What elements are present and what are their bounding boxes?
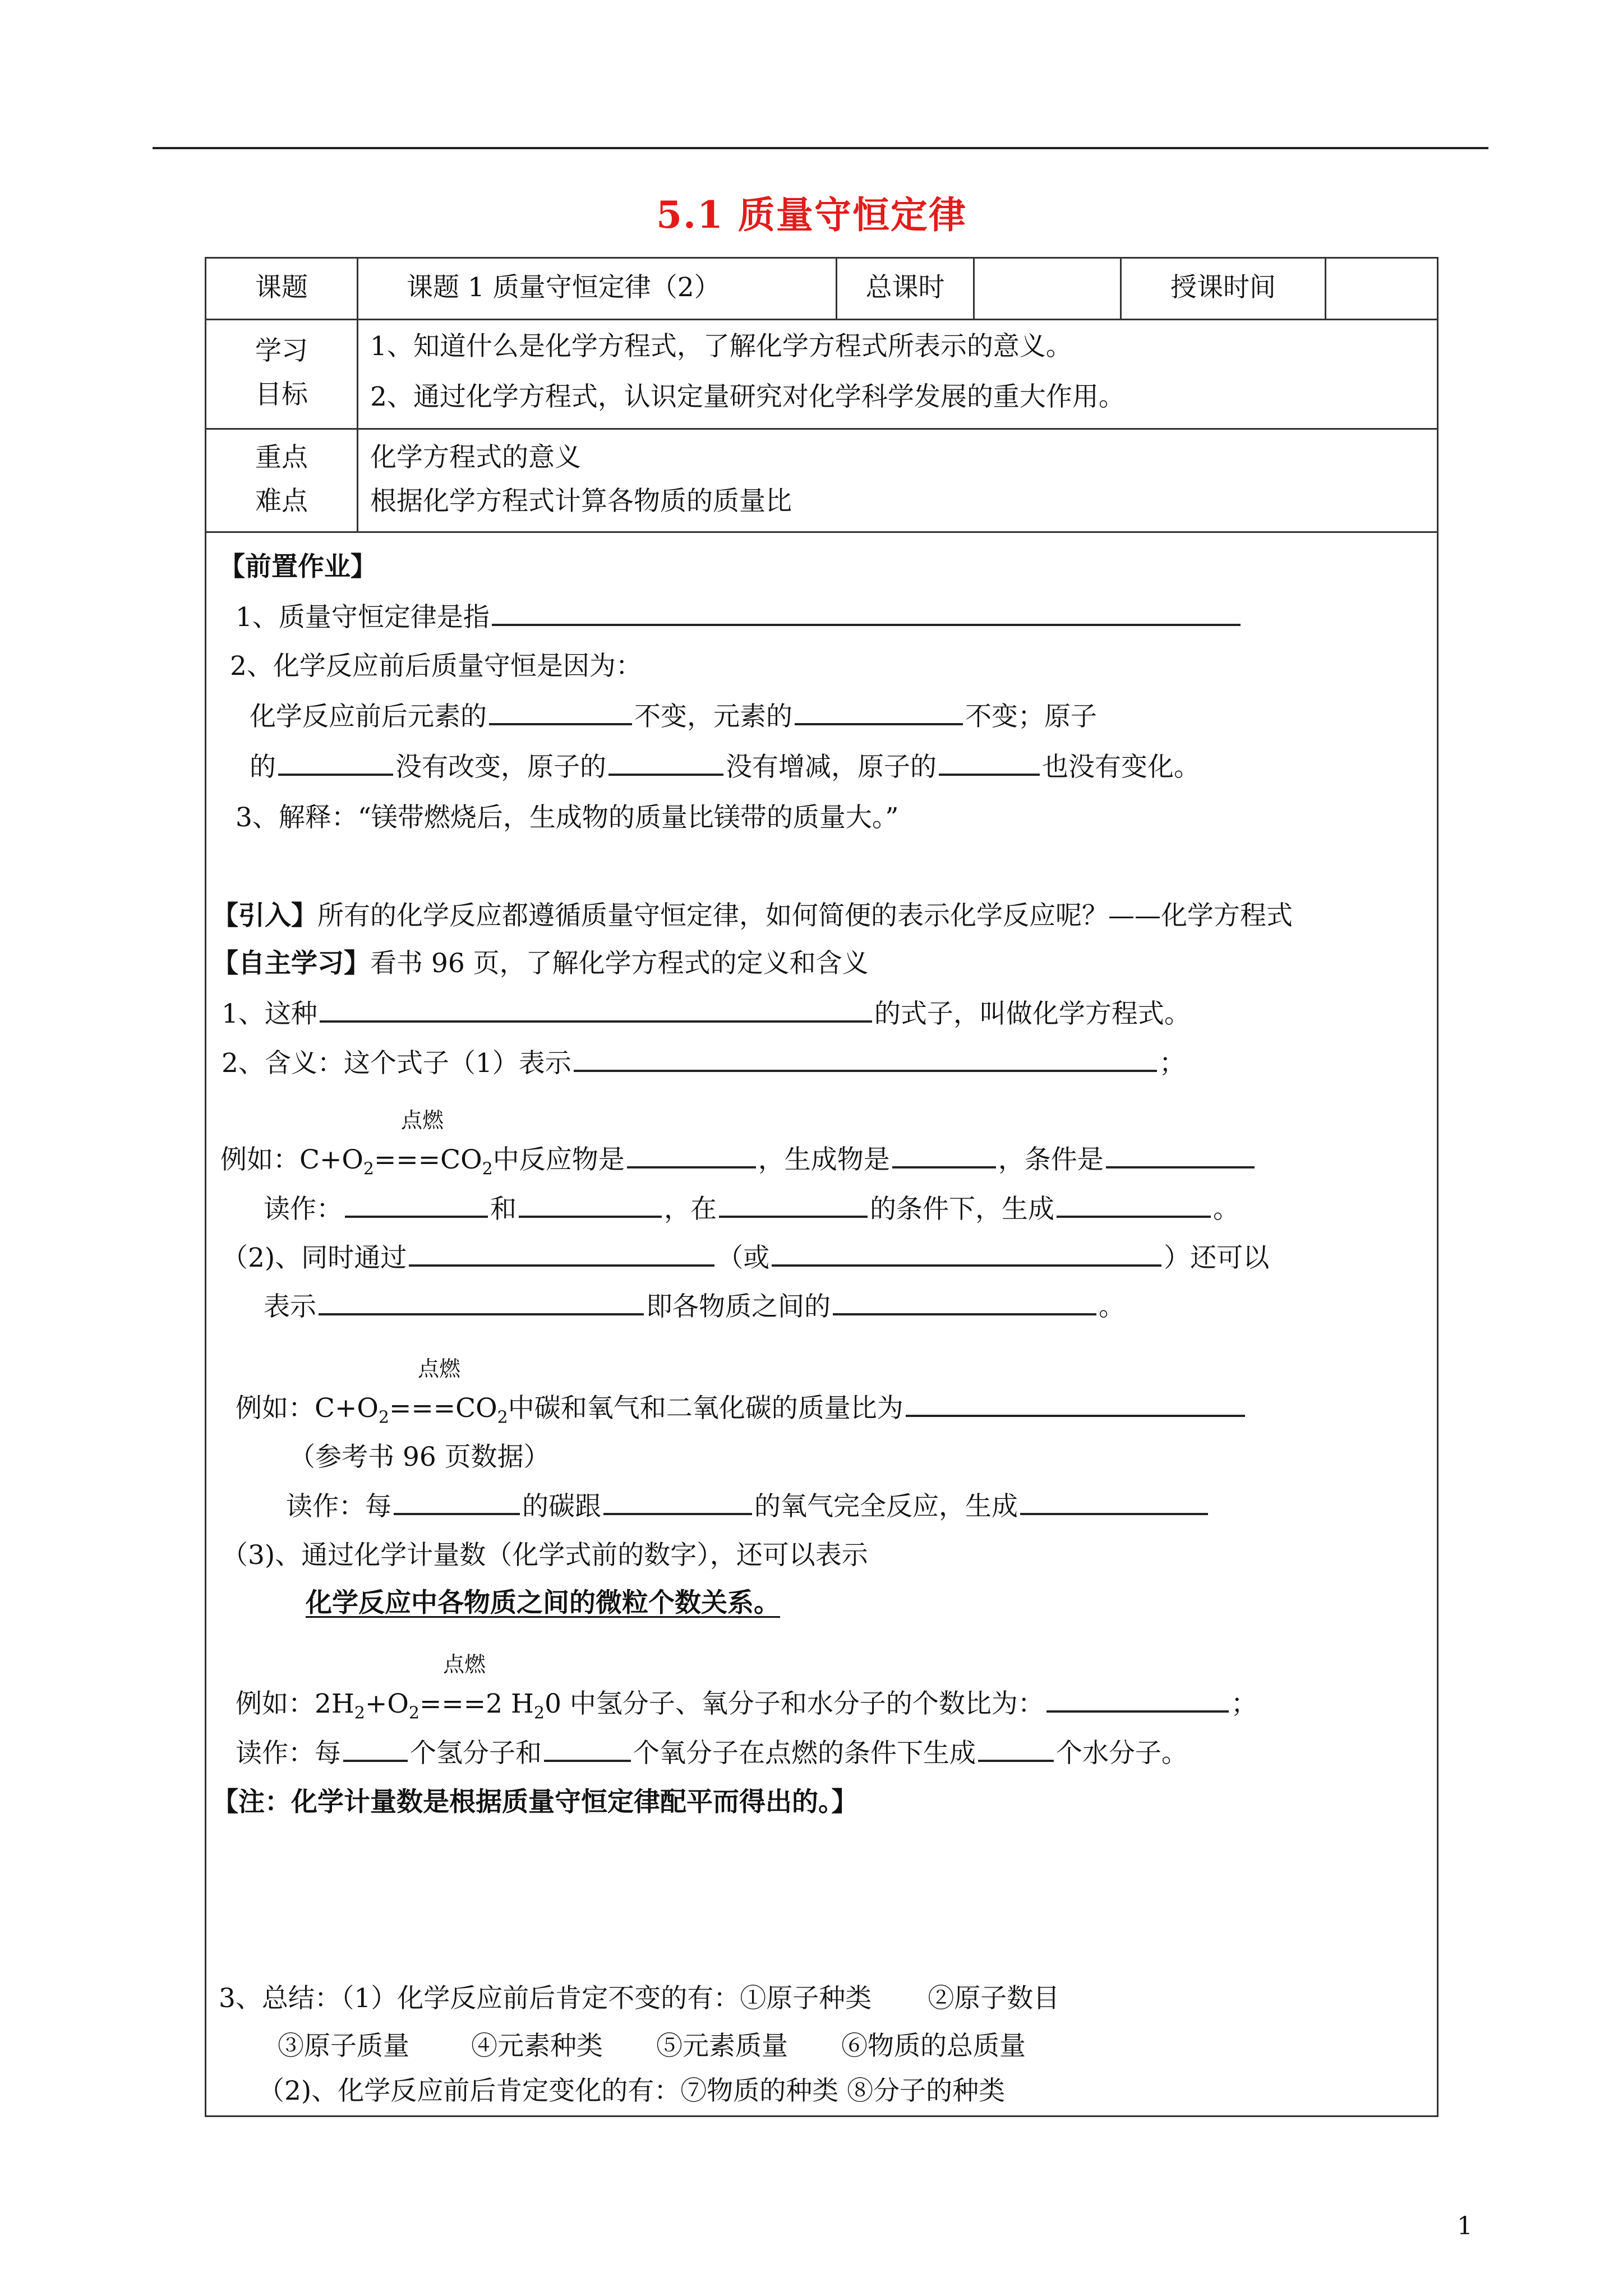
col-divider xyxy=(973,257,975,319)
answer-blank[interactable] xyxy=(320,1000,872,1023)
page-title: 5.1 质量守恒定律 xyxy=(656,193,967,237)
answer-blank[interactable] xyxy=(394,1493,520,1515)
answer-blank[interactable] xyxy=(772,1244,1161,1267)
answer-blank[interactable] xyxy=(603,1493,752,1515)
answer-blank[interactable] xyxy=(719,1195,868,1218)
answer-blank[interactable] xyxy=(1020,1493,1208,1515)
row-divider xyxy=(205,428,1438,430)
time-label: 授课时间 xyxy=(1170,272,1276,303)
answer-blank[interactable] xyxy=(1106,1146,1255,1168)
answer-blank[interactable] xyxy=(278,753,393,776)
answer-blank[interactable] xyxy=(795,703,963,725)
keypoints-label: 难点 xyxy=(255,486,308,517)
answer-blank[interactable] xyxy=(939,753,1040,776)
note: 【注：化学计量数是根据质量守恒定律配平而得出的。】 xyxy=(212,1787,858,1818)
answer-blank[interactable] xyxy=(627,1146,756,1168)
answer-blank[interactable] xyxy=(574,1050,1157,1072)
example-1: 例如：$C+O_2===CO_2$中反应物是 ，生成物是 ，条件是 xyxy=(220,1144,1257,1179)
answer-blank[interactable] xyxy=(1057,1195,1211,1218)
page-number: 1 xyxy=(1457,2212,1473,2240)
prework-q2-line2: 的 没有改变，原子的 没有增减，原子的 也没有变化。 xyxy=(250,752,1200,783)
ignite-label: 点燃 xyxy=(401,1108,444,1133)
intro: 【引入】所有的化学反应都遵循质量守恒定律，如何简便的表示化学反应呢？——化学方程式 xyxy=(212,900,1293,931)
meaning-3: （3)、通过化学计量数（化学式前的数字），还可以表示 xyxy=(222,1540,868,1571)
keypoint-1: 化学方程式的意义 xyxy=(370,442,581,473)
answer-blank[interactable] xyxy=(544,1740,631,1762)
topic-label: 课题 xyxy=(255,272,308,303)
reading-2: 读作：每 的碳跟 的氧气完全反应，生成 xyxy=(286,1491,1210,1522)
keypoint-2: 根据化学方程式计算各物质的质量比 xyxy=(370,486,792,517)
meaning-2: （2)、同时通过 （或 ）还可以 xyxy=(222,1243,1270,1273)
example-3: 例如：$2H_2+O_2===2$ $H_20$ 中氢分子、氧分子和水分子的个数比为： ； xyxy=(236,1688,1257,1723)
row-divider xyxy=(205,531,1438,533)
example-2: 例如：$C+O_2===CO_2$中碳和氧气和二氧化碳的质量比为 xyxy=(236,1393,1247,1428)
meaning-2-line2: 表示 即各物质之间的 。 xyxy=(264,1291,1125,1322)
topic-value: 课题 1 质量守恒定律（2） xyxy=(407,272,721,303)
objectives-label: 目标 xyxy=(255,379,308,410)
answer-blank[interactable] xyxy=(608,753,723,776)
answer-blank[interactable] xyxy=(906,1395,1245,1417)
ignite-label: 点燃 xyxy=(443,1652,486,1677)
reading-1: 读作： 和 ，在 的条件下，生成 。 xyxy=(264,1194,1239,1225)
prework-q2-line1: 化学反应前后元素的 不变，元素的 不变；原子 xyxy=(250,701,1097,732)
answer-blank[interactable] xyxy=(319,1293,644,1315)
answer-blank[interactable] xyxy=(489,703,632,725)
answer-blank[interactable] xyxy=(978,1740,1054,1762)
answer-blank[interactable] xyxy=(345,1195,488,1218)
self-study-heading: 【自主学习】看书 96 页，了解化学方程式的定义和含义 xyxy=(212,948,869,979)
header-rule xyxy=(153,147,1488,149)
worksheet-table xyxy=(205,257,1438,2117)
objectives-label: 学习 xyxy=(255,335,308,366)
hours-label: 总课时 xyxy=(865,272,945,303)
reading-3: 读作：每 个氢分子和 个氧分子在点燃的条件下生成 个水分子。 xyxy=(236,1738,1188,1769)
keypoints-label: 重点 xyxy=(255,442,308,473)
summary-line3: （2)、化学反应前后肯定变化的有：⑦物质的种类 ⑧分子的种类 xyxy=(258,2076,1006,2106)
answer-blank[interactable] xyxy=(519,1195,662,1218)
prework-q3: 3、解释：“镁带燃烧后，生成物的质量比镁带的质量大。” xyxy=(236,802,899,833)
self-study-item1: 1、这种 的式子，叫做化学方程式。 xyxy=(222,999,1191,1029)
answer-blank[interactable] xyxy=(409,1244,714,1267)
col-divider xyxy=(1325,257,1326,319)
prework-q2: 2、化学反应前后质量守恒是因为： xyxy=(230,651,642,682)
col-divider xyxy=(357,257,358,531)
prework-q1: 1、质量守恒定律是指 xyxy=(236,602,1243,633)
meaning-3-emphasis: 化学反应中各物质之间的微粒个数关系。 xyxy=(306,1588,780,1618)
answer-blank[interactable] xyxy=(1046,1690,1229,1713)
objective-2: 2、通过化学方程式，认识定量研究对化学科学发展的重大作用。 xyxy=(370,381,1125,412)
answer-blank[interactable] xyxy=(833,1293,1096,1315)
summary-line1: 3、总结：（1）化学反应前后肯定不变的有：①原子种类 ②原子数目 xyxy=(219,1983,1060,2014)
reference-note: （参考书 96 页数据） xyxy=(289,1442,550,1473)
summary-line2: ③原子质量 ④元素种类 ⑤元素质量 ⑥物质的总质量 xyxy=(278,2031,1026,2062)
answer-blank[interactable] xyxy=(492,604,1241,626)
objective-1: 1、知道什么是化学方程式，了解化学方程式所表示的意义。 xyxy=(370,331,1072,362)
answer-blank[interactable] xyxy=(343,1740,408,1762)
prework-heading: 【前置作业】 xyxy=(219,551,377,582)
row-divider xyxy=(205,319,1438,320)
ignite-label: 点燃 xyxy=(418,1356,461,1381)
self-study-item2: 2、含义：这个式子（1）表示 ； xyxy=(222,1048,1186,1079)
answer-blank[interactable] xyxy=(892,1146,996,1168)
